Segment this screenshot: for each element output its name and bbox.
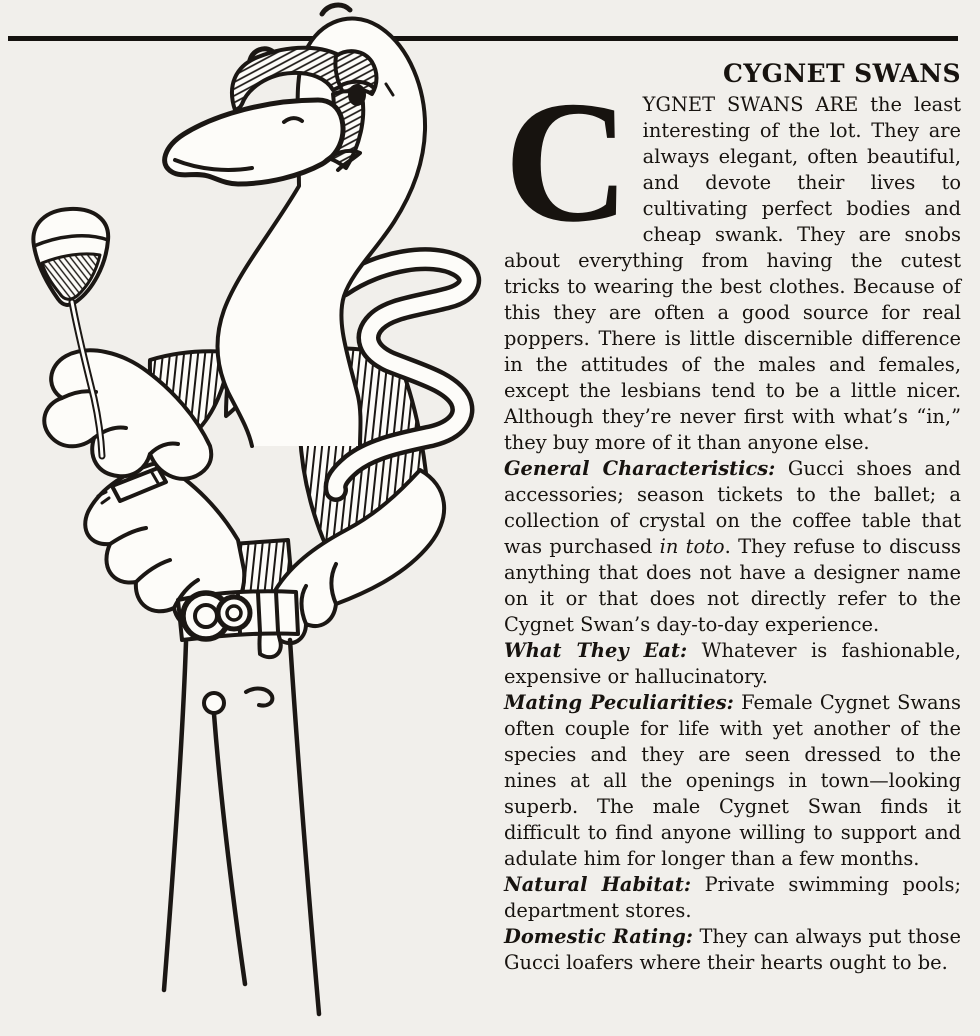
- intro-paragraph: [504, 65, 961, 456]
- intro-opening-caps: YGNET SWANS ARE: [642, 93, 859, 116]
- section-text: Private swimming pools; department stores.: [504, 873, 961, 922]
- section-mating-peculiarities: [504, 690, 961, 872]
- article-column: [504, 60, 961, 976]
- page-title: CYGNET SWANS: [723, 59, 961, 88]
- section-domestic-rating: [504, 924, 961, 976]
- section-general-characteristics: [504, 456, 961, 638]
- buckle-g-right: [218, 597, 250, 629]
- italic-term: in toto: [659, 535, 725, 558]
- section-label: Natural Habitat:: [504, 873, 692, 896]
- section-label: Mating Peculiarities:: [504, 691, 734, 714]
- section-what-they-eat: [504, 638, 961, 690]
- gucci-belt: [178, 591, 298, 640]
- drop-cap: C: [504, 65, 630, 258]
- section-label: Domestic Rating:: [504, 925, 693, 948]
- section-label: General Characteristics:: [504, 457, 776, 480]
- intro-text: the least interesting of the lot. They are always elegant, often beautiful, and devote their lives to cultivating perfect bodies and cheap swank. They are snobs about everything from having the cutest tricks to wearing the best clothes. Because of this they are often a good source for real poppers. There is little discernible difference in the attitudes of the males and females, except the lesbians tend to be a little nicer. Although they’re never first with what’s “in,” they buy more of it than anyone else.: [504, 93, 961, 454]
- section-text: Gucci shoes and accessories; season tickets to the ballet; a collection of crystal on the coffee table that was purchased: [504, 457, 961, 558]
- section-text: Whatever is fashionable, expensive or hallucinatory.: [504, 639, 961, 688]
- section-label: What They Eat:: [504, 639, 688, 662]
- section-text: . They refuse to discuss anything that does not have a designer name on it or that does not directly refer to the Cygnet Swan’s day-to-day experience.: [504, 535, 961, 636]
- section-natural-habitat: [504, 872, 961, 924]
- section-text: They can always put those Gucci loafers where their hearts ought to be.: [504, 925, 961, 974]
- section-text: Female Cygnet Swans often couple for life with yet another of the species and they are seen dressed to the nines at all the openings in town—looking superb. The male Cygnet Swan finds it difficult to find anyone willing to support and adulate him for longer than a few months.: [504, 691, 961, 870]
- trousers: [164, 640, 319, 1014]
